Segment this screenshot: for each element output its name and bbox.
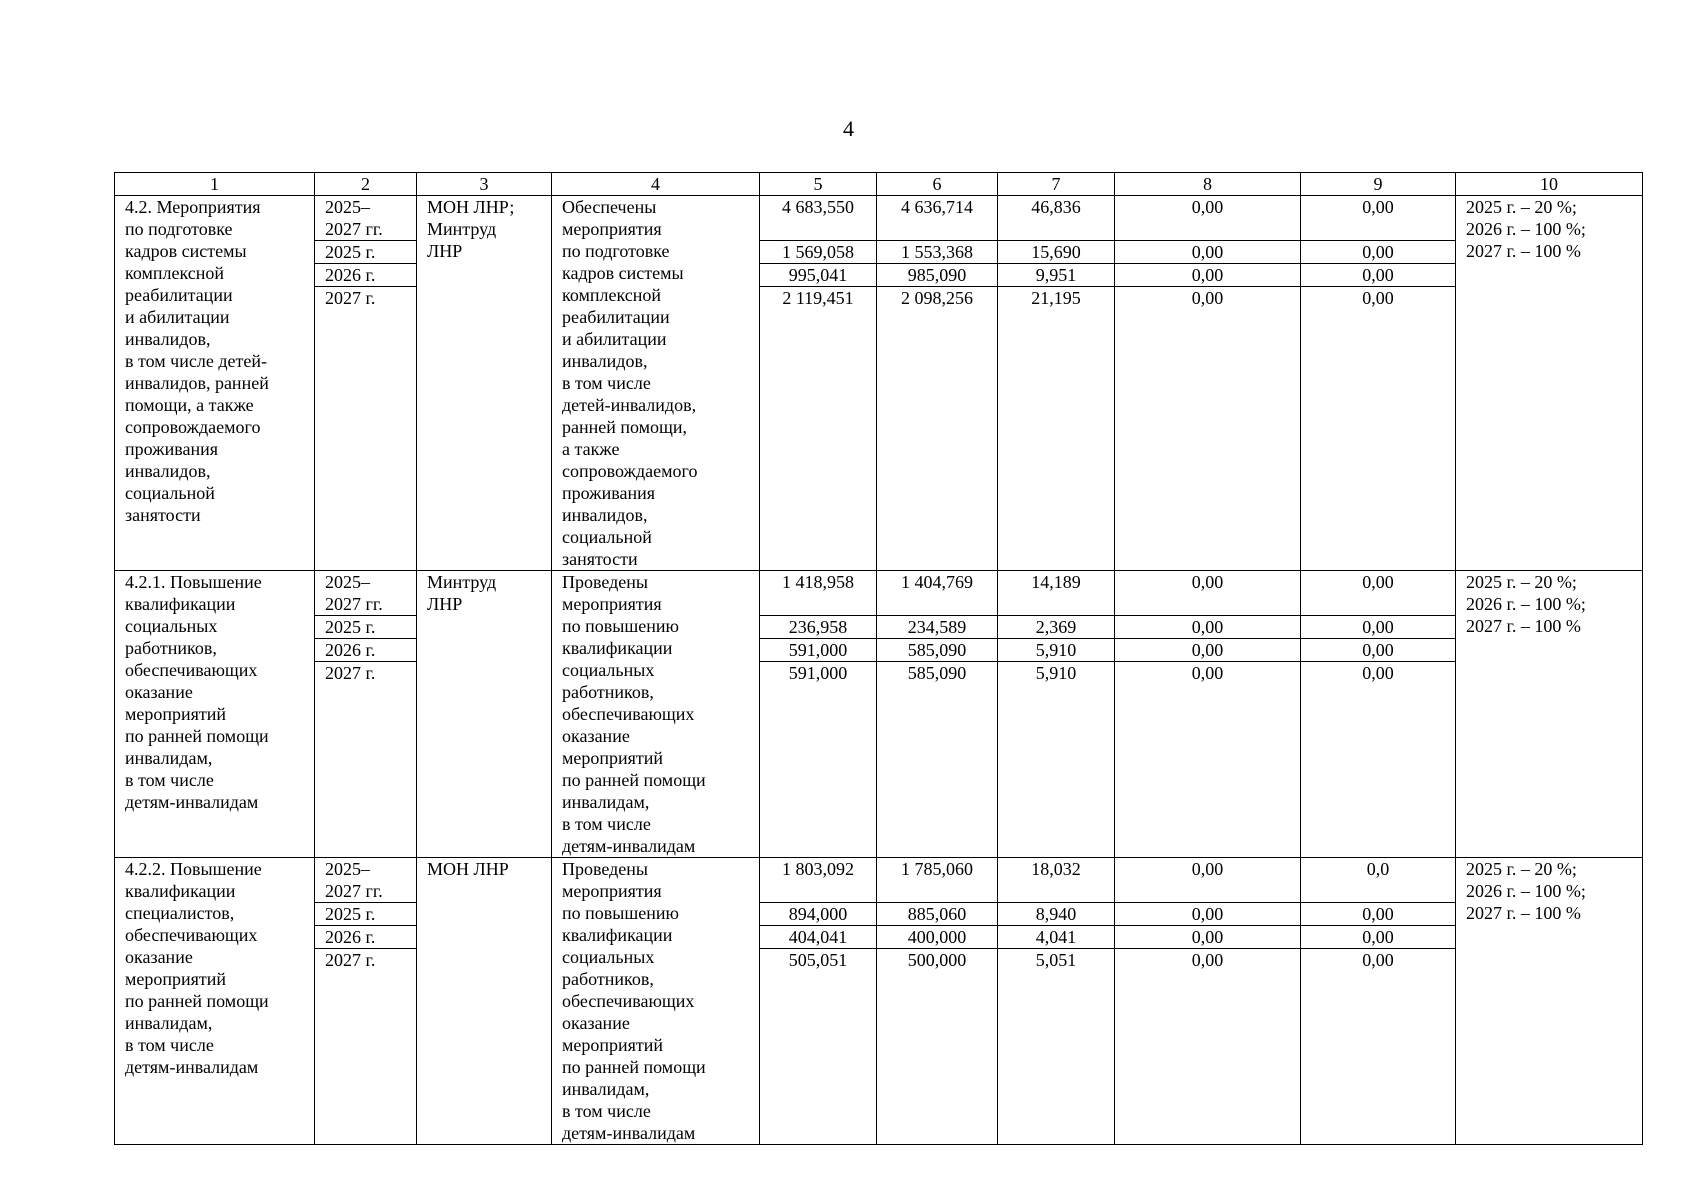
regional-budget-cell-value: 5,910 bbox=[1035, 663, 1077, 683]
other-sources-cell-value: 0,00 bbox=[1301, 616, 1455, 639]
other-sources-cell bbox=[1301, 196, 1456, 571]
period-cell-value: 2025– 2027 гг. bbox=[315, 571, 416, 616]
other-sources-cell-value: 0,00 bbox=[1301, 196, 1455, 241]
total-funding-cell bbox=[760, 571, 877, 858]
local-budget-cell-value: 0,00 bbox=[1191, 663, 1224, 683]
executor-cell: МОН ЛНР; Минтруд ЛНР bbox=[417, 196, 552, 571]
total-funding-cell-value: 591,000 bbox=[788, 663, 848, 683]
local-budget-cell-value: 0,00 bbox=[1115, 858, 1300, 903]
column-header: 3 bbox=[417, 173, 552, 196]
measure-name: 4.2.2. Повышение квалификации специалистов, обеспечивающих оказание мероприятий по ранней помощи инвалидам, в том числе детям-инвалидам bbox=[115, 858, 315, 1145]
program-table bbox=[114, 172, 1643, 1145]
column-header: 5 bbox=[760, 173, 877, 196]
other-sources-cell-value: 0,0 bbox=[1301, 858, 1455, 903]
federal-budget-cell-value: 1 553,368 bbox=[877, 241, 997, 264]
regional-budget-cell-value: 8,940 bbox=[998, 903, 1114, 926]
federal-budget-cell-value: 234,589 bbox=[877, 616, 997, 639]
other-sources-cell bbox=[1301, 571, 1456, 858]
federal-budget-cell-value: 1 785,060 bbox=[877, 858, 997, 903]
local-budget-cell-value: 0,00 bbox=[1115, 903, 1300, 926]
period-cell-value: 2025 г. bbox=[315, 616, 416, 639]
regional-budget-cell-value: 15,690 bbox=[998, 241, 1114, 264]
federal-budget-cell bbox=[877, 196, 998, 571]
regional-budget-cell bbox=[998, 196, 1115, 571]
local-budget-cell-value: 0,00 bbox=[1115, 241, 1300, 264]
table-row bbox=[115, 571, 1643, 858]
other-sources-cell-value: 0,00 bbox=[1301, 926, 1455, 949]
regional-budget-cell-value: 5,051 bbox=[1035, 950, 1077, 970]
regional-budget-cell-value: 46,836 bbox=[998, 196, 1114, 241]
local-budget-cell-value: 0,00 bbox=[1115, 571, 1300, 616]
period-cell-value: 2027 г. bbox=[325, 663, 376, 683]
other-sources-cell-value: 0,00 bbox=[1301, 639, 1455, 662]
local-budget-cell-value: 0,00 bbox=[1115, 196, 1300, 241]
local-budget-cell-value: 0,00 bbox=[1191, 950, 1224, 970]
total-funding-cell bbox=[760, 858, 877, 1145]
period-cell bbox=[315, 858, 417, 1145]
total-funding-cell-value: 236,958 bbox=[760, 616, 876, 639]
table-row bbox=[115, 196, 1643, 571]
federal-budget-cell-value: 400,000 bbox=[877, 926, 997, 949]
federal-budget-cell-value: 585,090 bbox=[877, 639, 997, 662]
local-budget-cell-value: 0,00 bbox=[1115, 264, 1300, 287]
local-budget-cell-value: 0,00 bbox=[1115, 616, 1300, 639]
period-cell-value: 2025 г. bbox=[315, 241, 416, 264]
local-budget-cell bbox=[1115, 196, 1301, 571]
period-cell-value: 2027 г. bbox=[325, 950, 376, 970]
federal-budget-cell-value: 500,000 bbox=[907, 950, 967, 970]
other-sources-cell-value: 0,00 bbox=[1301, 264, 1455, 287]
period-cell-value: 2026 г. bbox=[315, 926, 416, 949]
executor-cell: МОН ЛНР bbox=[417, 858, 552, 1145]
local-budget-cell-value: 0,00 bbox=[1115, 639, 1300, 662]
local-budget-cell-value: 0,00 bbox=[1115, 926, 1300, 949]
period-cell-value: 2025– 2027 гг. bbox=[315, 196, 416, 241]
federal-budget-cell-value: 985,090 bbox=[877, 264, 997, 287]
column-header: 9 bbox=[1301, 173, 1456, 196]
indicators-cell: 2025 г. – 20 %; 2026 г. – 100 %; 2027 г. – 100 % bbox=[1456, 196, 1643, 571]
regional-budget-cell-value: 2,369 bbox=[998, 616, 1114, 639]
indicators-cell: 2025 г. – 20 %; 2026 г. – 100 %; 2027 г. – 100 % bbox=[1456, 858, 1643, 1145]
period-cell bbox=[315, 571, 417, 858]
federal-budget-cell-value: 1 404,769 bbox=[877, 571, 997, 616]
federal-budget-cell-value: 4 636,714 bbox=[877, 196, 997, 241]
executor-cell: Минтруд ЛНР bbox=[417, 571, 552, 858]
other-sources-cell-value: 0,00 bbox=[1301, 903, 1455, 926]
period-cell-value: 2027 г. bbox=[325, 288, 376, 308]
total-funding-cell-value: 1 569,058 bbox=[760, 241, 876, 264]
other-sources-cell bbox=[1301, 858, 1456, 1145]
indicators-cell: 2025 г. – 20 %; 2026 г. – 100 %; 2027 г. – 100 % bbox=[1456, 571, 1643, 858]
other-sources-cell-value: 0,00 bbox=[1362, 288, 1394, 308]
period-cell bbox=[315, 196, 417, 571]
federal-budget-cell-value: 2 098,256 bbox=[901, 288, 973, 308]
total-funding-cell-value: 4 683,550 bbox=[760, 196, 876, 241]
page-number: 4 bbox=[843, 116, 854, 141]
regional-budget-cell-value: 14,189 bbox=[998, 571, 1114, 616]
regional-budget-cell-value: 18,032 bbox=[998, 858, 1114, 903]
other-sources-cell-value: 0,00 bbox=[1301, 241, 1455, 264]
total-funding-cell-value: 505,051 bbox=[788, 950, 848, 970]
column-number-row bbox=[115, 173, 1643, 196]
total-funding-cell-value: 591,000 bbox=[760, 639, 876, 662]
total-funding-cell-value: 2 119,451 bbox=[782, 288, 854, 308]
total-funding-cell-value: 995,041 bbox=[760, 264, 876, 287]
total-funding-cell-value: 1 803,092 bbox=[760, 858, 876, 903]
regional-budget-cell bbox=[998, 858, 1115, 1145]
regional-budget-cell-value: 9,951 bbox=[998, 264, 1114, 287]
total-funding-cell bbox=[760, 196, 877, 571]
column-header: 4 bbox=[552, 173, 760, 196]
column-header: 10 bbox=[1456, 173, 1643, 196]
period-cell-value: 2026 г. bbox=[315, 264, 416, 287]
other-sources-cell-value: 0,00 bbox=[1301, 571, 1455, 616]
measure-name: 4.2.1. Повышение квалификации социальных работников, обеспечивающих оказание мероприятий по ранней помощи инвалидам, в том числе детям-инвалидам bbox=[115, 571, 315, 858]
local-budget-cell bbox=[1115, 858, 1301, 1145]
result-cell: Проведены мероприятия по повышению квалификации социальных работников, обеспечивающих оказание мероприятий по ранней помощи инвалидам, в том числе детям-инвалидам bbox=[552, 858, 760, 1145]
result-cell: Проведены мероприятия по повышению квалификации социальных работников, обеспечивающих оказание мероприятий по ранней помощи инвалидам, в том числе детям-инвалидам bbox=[552, 571, 760, 858]
period-cell-value: 2025 г. bbox=[315, 903, 416, 926]
federal-budget-cell bbox=[877, 858, 998, 1145]
measure-name: 4.2. Мероприятия по подготовке кадров системы комплексной реабилитации и абилитации инвалидов, в том числе детей- инвалидов, ранней помощи, а также сопровождаемого проживания инвалидов, социальной занятости bbox=[115, 196, 315, 571]
total-funding-cell-value: 1 418,958 bbox=[760, 571, 876, 616]
federal-budget-cell bbox=[877, 571, 998, 858]
other-sources-cell-value: 0,00 bbox=[1362, 663, 1394, 683]
column-header: 6 bbox=[877, 173, 998, 196]
federal-budget-cell-value: 885,060 bbox=[877, 903, 997, 926]
column-header: 1 bbox=[115, 173, 315, 196]
total-funding-cell-value: 894,000 bbox=[760, 903, 876, 926]
regional-budget-cell bbox=[998, 571, 1115, 858]
total-funding-cell-value: 404,041 bbox=[760, 926, 876, 949]
local-budget-cell bbox=[1115, 571, 1301, 858]
column-header: 7 bbox=[998, 173, 1115, 196]
period-cell-value: 2026 г. bbox=[315, 639, 416, 662]
regional-budget-cell-value: 5,910 bbox=[998, 639, 1114, 662]
other-sources-cell-value: 0,00 bbox=[1362, 950, 1394, 970]
regional-budget-cell-value: 21,195 bbox=[1031, 288, 1081, 308]
column-header: 2 bbox=[315, 173, 417, 196]
result-cell: Обеспечены мероприятия по подготовке кадров системы комплексной реабилитации и абилитации инвалидов, в том числе детей-инвалидов, ранней помощи, а также сопровождаемого проживания инвалидов, социальной занятости bbox=[552, 196, 760, 571]
period-cell-value: 2025– 2027 гг. bbox=[315, 858, 416, 903]
table-row bbox=[115, 858, 1643, 1145]
local-budget-cell-value: 0,00 bbox=[1191, 288, 1224, 308]
column-header: 8 bbox=[1115, 173, 1301, 196]
federal-budget-cell-value: 585,090 bbox=[907, 663, 967, 683]
regional-budget-cell-value: 4,041 bbox=[998, 926, 1114, 949]
